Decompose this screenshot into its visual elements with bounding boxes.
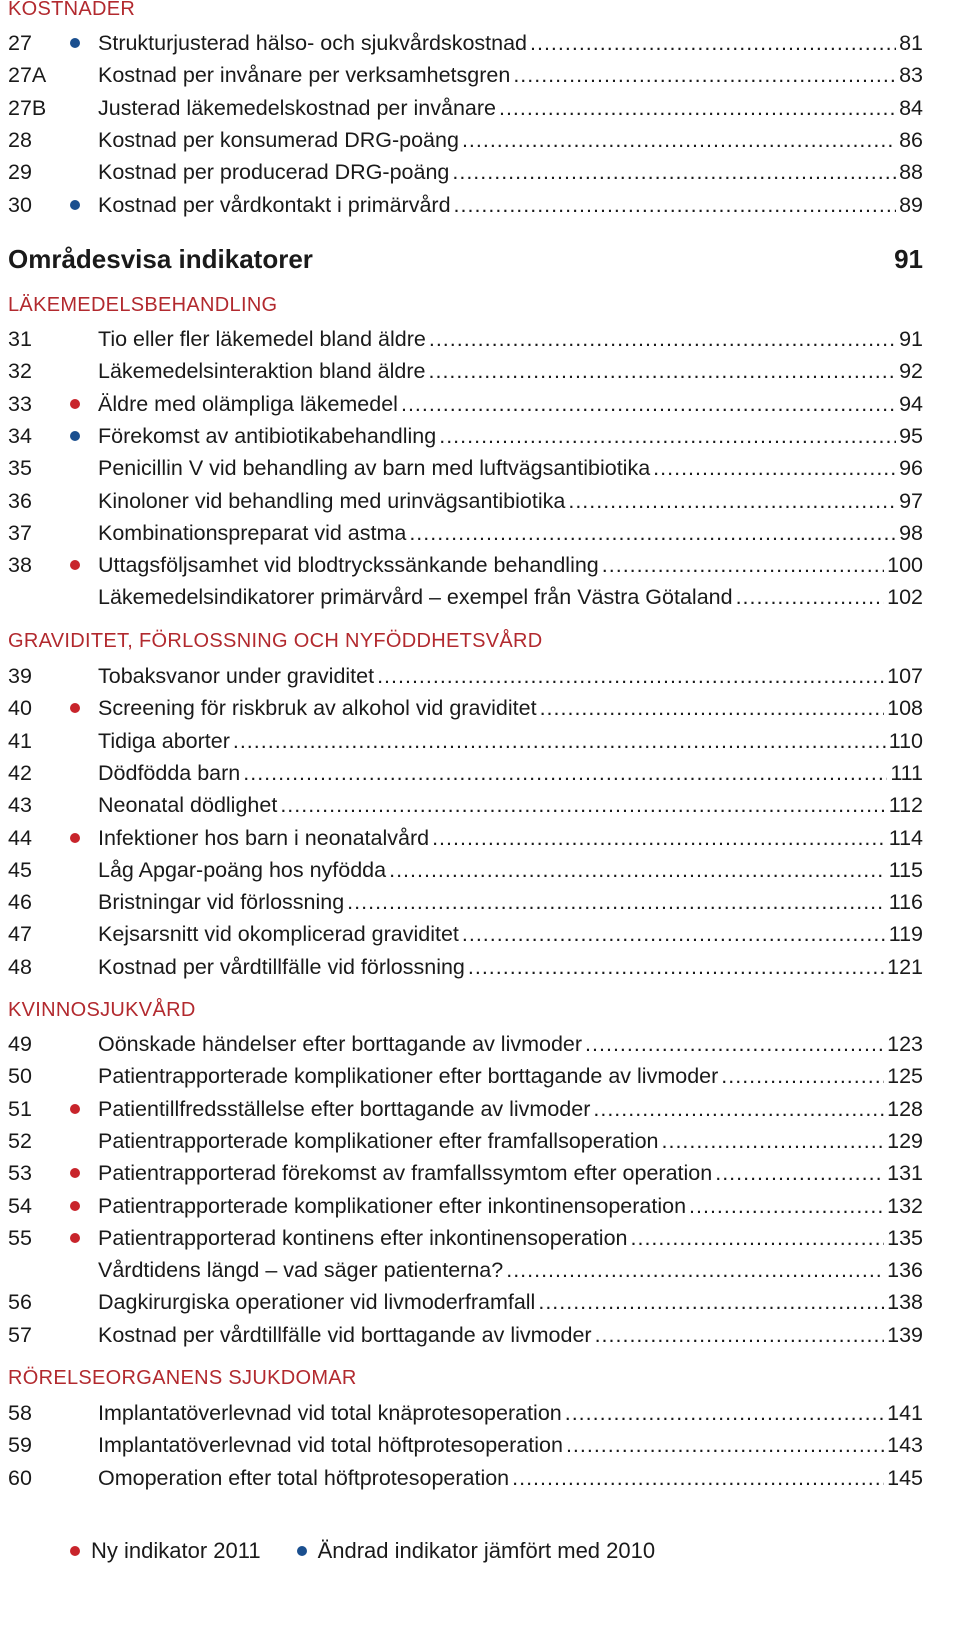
toc-entry-title: Bristningar vid förlossning xyxy=(98,890,345,915)
dot-leader xyxy=(530,27,896,59)
toc-entry-number: 45 xyxy=(8,857,32,882)
legend-label-changed: Ändrad indikator jämfört med 2010 xyxy=(317,1538,656,1563)
toc-entry-page: 112 xyxy=(888,793,923,818)
toc-entry-title: Tobaksvanor under graviditet xyxy=(98,664,375,688)
toc-entry-body xyxy=(98,581,923,613)
section-heading-graviditet: GRAVIDITET, FÖRLOSSNING OCH NYFÖDDHETSVÅRD xyxy=(8,630,543,652)
dot-leader xyxy=(429,355,897,387)
toc-entry-page: 83 xyxy=(899,63,923,88)
toc-entry-number: 36 xyxy=(8,488,32,513)
legend-item-new xyxy=(70,1535,261,1567)
toc-entry-number: 34 xyxy=(8,423,32,448)
toc-entry-body xyxy=(98,156,923,188)
toc-entry-page: 111 xyxy=(890,760,923,785)
toc-entry-number: 60 xyxy=(8,1465,32,1490)
section-heading-lakemedel: LÄKEMEDELSBEHANDLING xyxy=(8,294,278,316)
dot-leader xyxy=(347,886,886,918)
red-dot-icon xyxy=(70,1104,80,1114)
dot-leader xyxy=(462,918,886,950)
toc-entry-title: Patientrapporterade komplikationer efter framfallsoperation xyxy=(98,1128,659,1153)
toc-entry-body xyxy=(98,1429,923,1461)
toc-entry[interactable] xyxy=(0,1462,923,1494)
toc-entry-title: Vårdtidens längd – vad säger patienterna? xyxy=(98,1258,504,1283)
toc-entry[interactable] xyxy=(0,189,923,221)
toc-entry-page: 125 xyxy=(887,1064,923,1089)
toc-entry-title: Tio eller fler läkemedel bland äldre xyxy=(98,327,426,351)
toc-entry[interactable] xyxy=(0,789,923,821)
toc-entry-title: Dödfödda barn xyxy=(98,760,241,785)
dot-leader xyxy=(512,1462,884,1494)
toc-entry[interactable] xyxy=(0,1093,923,1125)
toc-entry-number: 52 xyxy=(8,1128,32,1153)
toc-entry[interactable] xyxy=(0,1286,923,1318)
toc-entry[interactable] xyxy=(0,581,923,613)
toc-entry-body xyxy=(98,323,923,355)
toc-entry-body xyxy=(98,1190,923,1222)
red-dot-icon xyxy=(70,1168,80,1178)
toc-entry-body xyxy=(98,918,923,950)
toc-entry-body xyxy=(98,1028,923,1060)
toc-entry[interactable] xyxy=(0,124,923,156)
toc-entry-page: 107 xyxy=(887,664,923,688)
toc-entry-number: 30 xyxy=(8,192,32,217)
toc-entry[interactable] xyxy=(0,757,923,789)
red-dot-icon xyxy=(70,560,80,570)
dot-leader xyxy=(432,822,886,854)
toc-entry-title: Oönskade händelser efter borttagande av livmoder xyxy=(98,1032,583,1056)
toc-entry-body xyxy=(98,92,923,124)
red-dot-icon xyxy=(70,1546,80,1556)
toc-entry-body xyxy=(98,124,923,156)
toc-entry[interactable] xyxy=(0,886,923,918)
toc-entry-number: 46 xyxy=(8,890,32,915)
toc-entry[interactable] xyxy=(0,59,923,91)
major-heading-page: 91 xyxy=(894,244,923,274)
toc-entry-number: 35 xyxy=(8,456,32,481)
section-heading-kostnader: KOSTNADER xyxy=(8,0,136,20)
toc-entry-page: 84 xyxy=(899,95,923,120)
dot-leader xyxy=(233,725,886,757)
toc-entry-body xyxy=(98,1060,923,1092)
toc-entry-body xyxy=(98,1462,923,1494)
toc-entry-page: 92 xyxy=(899,359,923,384)
toc-entry-number: 37 xyxy=(8,520,32,545)
toc-entry-page: 139 xyxy=(887,1322,923,1347)
red-dot-icon xyxy=(70,833,80,843)
toc-entry-page: 132 xyxy=(887,1193,923,1218)
toc-entry-page: 143 xyxy=(887,1433,923,1458)
dot-leader xyxy=(280,789,885,821)
toc-entry[interactable] xyxy=(0,1397,923,1429)
toc-entry-page: 86 xyxy=(899,127,923,152)
toc-entry[interactable] xyxy=(0,1190,923,1222)
toc-entry[interactable] xyxy=(0,517,923,549)
dot-leader xyxy=(595,1319,885,1351)
toc-entry-title: Omoperation efter total höftprotesoperation xyxy=(98,1465,510,1490)
dot-leader xyxy=(662,1125,885,1157)
toc-entry-title: Läkemedelsindikatorer primärvård – exempel från Västra Götaland xyxy=(98,585,733,610)
dot-leader xyxy=(377,660,884,692)
dot-leader xyxy=(653,452,896,484)
toc-entry-title: Kostnad per vårdtillfälle vid förlossning xyxy=(98,954,465,979)
toc-entry-page: 121 xyxy=(887,954,923,979)
red-dot-icon xyxy=(70,1233,80,1243)
toc-entry-page: 128 xyxy=(887,1096,923,1121)
toc-entry-page: 115 xyxy=(888,857,923,882)
toc-entry-number: 32 xyxy=(8,359,32,384)
toc-entry[interactable] xyxy=(0,27,923,59)
toc-entry-page: 98 xyxy=(899,520,923,545)
toc-entry-body xyxy=(98,1286,923,1318)
toc-entry-body xyxy=(98,485,923,517)
toc-entry-title: Implantatöverlevnad vid total höftprotesoperation xyxy=(98,1433,563,1458)
toc-entry-body xyxy=(98,27,923,59)
toc-entry-title: Tidiga aborter xyxy=(98,728,230,753)
toc-entry[interactable] xyxy=(0,1254,923,1286)
toc-entry-title: Kostnad per vårdkontakt i primärvård xyxy=(98,192,451,217)
toc-entry-number: 27B xyxy=(8,95,47,120)
toc-entry[interactable] xyxy=(0,452,923,484)
toc-entry-number: 27 xyxy=(8,31,32,55)
toc-entry-number: 50 xyxy=(8,1064,32,1089)
toc-entry-body xyxy=(98,59,923,91)
dot-leader xyxy=(585,1028,884,1060)
toc-entry-page: 108 xyxy=(887,696,923,721)
toc-entry-body xyxy=(98,822,923,854)
toc-entry-number: 44 xyxy=(8,825,32,850)
toc-entry-number: 41 xyxy=(8,728,32,753)
toc-entry-page: 110 xyxy=(888,728,923,753)
toc-entry-body xyxy=(98,420,923,452)
toc-entry-title: Penicillin V vid behandling av barn med luftvägsantibiotika xyxy=(98,456,651,481)
dot-leader xyxy=(506,1254,884,1286)
dot-leader xyxy=(513,59,896,91)
toc-entry-number: 57 xyxy=(8,1322,32,1347)
major-heading-title: Områdesvisa indikatorer xyxy=(8,244,313,274)
toc-entry-body xyxy=(98,452,923,484)
toc-entry-page: 136 xyxy=(887,1258,923,1283)
toc-entry-page: 94 xyxy=(899,391,923,416)
toc-entry-body xyxy=(98,1093,923,1125)
blue-dot-icon xyxy=(297,1546,307,1556)
toc-entry[interactable] xyxy=(0,1060,923,1092)
red-dot-icon xyxy=(70,1201,80,1211)
legend xyxy=(70,1535,691,1567)
toc-entry-number: 39 xyxy=(8,664,32,688)
toc-entry-title: Låg Apgar-poäng hos nyfödda xyxy=(98,857,387,882)
toc-entry[interactable] xyxy=(0,918,923,950)
toc-entry[interactable] xyxy=(0,951,923,983)
toc-entry-number: 58 xyxy=(8,1401,32,1425)
toc-entry-page: 131 xyxy=(887,1161,923,1186)
toc-entry-title: Kejsarsnitt vid okomplicerad graviditet xyxy=(98,922,459,947)
toc-entry-body xyxy=(98,1254,923,1286)
toc-entry-number: 27A xyxy=(8,63,47,88)
toc-entry[interactable] xyxy=(0,420,923,452)
toc-entry-body xyxy=(98,549,923,581)
toc-entry-page: 81 xyxy=(899,31,923,55)
toc-entry-body xyxy=(98,725,923,757)
toc-entry-body xyxy=(98,1157,923,1189)
dot-leader xyxy=(243,757,887,789)
toc-entry-body xyxy=(98,757,923,789)
dot-leader xyxy=(631,1222,885,1254)
dot-leader xyxy=(429,323,896,355)
dot-leader xyxy=(721,1060,884,1092)
toc-entry[interactable] xyxy=(0,1157,923,1189)
toc-entry-title: Kostnad per producerad DRG-poäng xyxy=(98,160,450,185)
toc-entry-title: Patientrapporterade komplikationer efter inkontinensoperation xyxy=(98,1193,687,1218)
toc-entry-body xyxy=(98,1319,923,1351)
dot-leader xyxy=(568,485,896,517)
toc-entry-title: Äldre med olämpliga läkemedel xyxy=(98,391,398,416)
red-dot-icon xyxy=(70,399,80,409)
dot-leader xyxy=(452,156,896,188)
toc-entry[interactable] xyxy=(0,1429,923,1461)
toc-entry-title: Strukturjusterad hälso- och sjukvårdskostnad xyxy=(98,31,528,55)
toc-entry-number: 48 xyxy=(8,954,32,979)
major-heading-omradesvisa xyxy=(8,244,923,275)
toc-entry-title: Patientillfredsställelse efter borttagande av livmoder xyxy=(98,1096,591,1121)
dot-leader xyxy=(565,1397,884,1429)
legend-item-changed xyxy=(297,1535,656,1567)
toc-entry-title: Dagkirurgiska operationer vid livmoderframfall xyxy=(98,1290,536,1315)
toc-entry-page: 95 xyxy=(899,423,923,448)
toc-entry-page: 141 xyxy=(887,1401,923,1425)
toc-entry-title: Neonatal dödlighet xyxy=(98,793,278,818)
toc-entry-page: 116 xyxy=(888,890,923,915)
toc-entry-page: 129 xyxy=(887,1128,923,1153)
toc-entry[interactable] xyxy=(0,485,923,517)
toc-entry-title: Infektioner hos barn i neonatalvård xyxy=(98,825,430,850)
toc-entry[interactable] xyxy=(0,1319,923,1351)
toc-entry-title: Screening för riskbruk av alkohol vid graviditet xyxy=(98,696,537,721)
dot-leader xyxy=(454,189,897,221)
toc-entry[interactable] xyxy=(0,156,923,188)
toc-entry-number: 51 xyxy=(8,1096,32,1121)
dot-leader xyxy=(689,1190,884,1222)
dot-leader xyxy=(499,92,896,124)
toc-entry[interactable] xyxy=(0,1222,923,1254)
dot-leader xyxy=(462,124,896,156)
toc-entry-title: Uttagsföljsamhet vid blodtryckssänkande behandling xyxy=(98,553,599,578)
dot-leader xyxy=(715,1157,884,1189)
toc-entry-title: Patientrapporterad förekomst av framfallssymtom efter operation xyxy=(98,1161,713,1186)
toc-entry[interactable] xyxy=(0,1028,923,1060)
toc-entry-number: 53 xyxy=(8,1161,32,1186)
toc-entry-body xyxy=(98,789,923,821)
toc-entry-number: 31 xyxy=(8,327,32,351)
toc-entry-body xyxy=(98,355,923,387)
toc-entry-page: 119 xyxy=(888,922,923,947)
toc-entry-number: 28 xyxy=(8,127,32,152)
toc-entry[interactable] xyxy=(0,92,923,124)
toc-entry-title: Kostnad per konsumerad DRG-poäng xyxy=(98,127,459,152)
toc-entry-body xyxy=(98,517,923,549)
toc-entry[interactable] xyxy=(0,549,923,581)
toc-entry[interactable] xyxy=(0,388,923,420)
toc-entry-body xyxy=(98,660,923,692)
dot-leader xyxy=(538,1286,884,1318)
dot-leader xyxy=(409,517,896,549)
toc-entry-body xyxy=(98,886,923,918)
toc-entry-title: Patientrapporterad kontinens efter inkontinensoperation xyxy=(98,1225,628,1250)
dot-leader xyxy=(540,692,885,724)
toc-entry[interactable] xyxy=(0,725,923,757)
toc-entry-body xyxy=(98,1125,923,1157)
toc-entry-title: Kostnad per vårdtillfälle vid borttagande av livmoder xyxy=(98,1322,592,1347)
toc-entry-page: 88 xyxy=(899,160,923,185)
toc-entry-body xyxy=(98,854,923,886)
dot-leader xyxy=(401,388,896,420)
toc-entry-number: 47 xyxy=(8,922,32,947)
toc-entry[interactable] xyxy=(0,1125,923,1157)
dot-leader xyxy=(468,951,884,983)
toc-entry-number: 54 xyxy=(8,1193,32,1218)
toc-entry-title: Läkemedelsinteraktion bland äldre xyxy=(98,359,426,384)
toc-entry-body xyxy=(98,388,923,420)
toc-entry-body xyxy=(98,1222,923,1254)
toc-entry-title: Kostnad per invånare per verksamhetsgren xyxy=(98,63,511,88)
toc-entry-body xyxy=(98,692,923,724)
red-dot-icon xyxy=(70,703,80,713)
toc-entry[interactable] xyxy=(0,660,923,692)
toc-entry[interactable] xyxy=(0,355,923,387)
dot-leader xyxy=(602,549,884,581)
toc-entry[interactable] xyxy=(0,323,923,355)
toc-entry-body xyxy=(98,189,923,221)
dot-leader xyxy=(593,1093,884,1125)
toc-entry-number: 38 xyxy=(8,553,32,578)
section-heading-rorelseorgan: RÖRELSEORGANENS SJUKDOMAR xyxy=(8,1367,357,1389)
blue-dot-icon xyxy=(70,38,80,48)
toc-entry-title: Kombinationspreparat vid astma xyxy=(98,520,407,545)
dot-leader xyxy=(439,420,896,452)
toc-entry-title: Implantatöverlevnad vid total knäprotesoperation xyxy=(98,1401,562,1425)
toc-entry-number: 55 xyxy=(8,1225,32,1250)
toc-entry-page: 89 xyxy=(899,192,923,217)
toc-entry-page: 135 xyxy=(887,1225,923,1250)
toc-entry-number: 42 xyxy=(8,760,32,785)
toc-entry-page: 91 xyxy=(899,327,923,351)
toc-entry-number: 33 xyxy=(8,391,32,416)
toc-entry-number: 59 xyxy=(8,1433,32,1458)
toc-entry[interactable] xyxy=(0,854,923,886)
blue-dot-icon xyxy=(70,431,80,441)
toc-entry-number: 29 xyxy=(8,160,32,185)
section-heading-kvinnosjukvard: KVINNOSJUKVÅRD xyxy=(8,999,196,1021)
toc-entry-page: 138 xyxy=(887,1290,923,1315)
dot-leader xyxy=(389,854,886,886)
legend-label-new: Ny indikator 2011 xyxy=(91,1538,261,1563)
toc-entry-page: 97 xyxy=(899,488,923,513)
blue-dot-icon xyxy=(70,200,80,210)
toc-entry-title: Justerad läkemedelskostnad per invånare xyxy=(98,95,496,120)
toc-entry-page: 102 xyxy=(887,585,923,610)
toc-entry-page: 145 xyxy=(887,1465,923,1490)
toc-entry-number: 43 xyxy=(8,793,32,818)
toc-entry-page: 123 xyxy=(887,1032,923,1056)
toc-entry[interactable] xyxy=(0,822,923,854)
toc-entry-title: Kinoloner vid behandling med urinvägsantibiotika xyxy=(98,488,566,513)
toc-entry-page: 114 xyxy=(888,825,923,850)
toc-entry-number: 40 xyxy=(8,696,32,721)
toc-entry-page: 100 xyxy=(887,553,923,578)
toc-entry-title: Patientrapporterade komplikationer efter borttagande av livmoder xyxy=(98,1064,719,1089)
toc-entry-body xyxy=(98,951,923,983)
toc-entry-number: 49 xyxy=(8,1032,32,1056)
dot-leader xyxy=(566,1429,884,1461)
toc-entry-page: 96 xyxy=(899,456,923,481)
dot-leader xyxy=(736,581,885,613)
toc-entry[interactable] xyxy=(0,692,923,724)
toc-entry-title: Förekomst av antibiotikabehandling xyxy=(98,423,437,448)
toc-entry-number: 56 xyxy=(8,1290,32,1315)
toc-entry-body xyxy=(98,1397,923,1429)
